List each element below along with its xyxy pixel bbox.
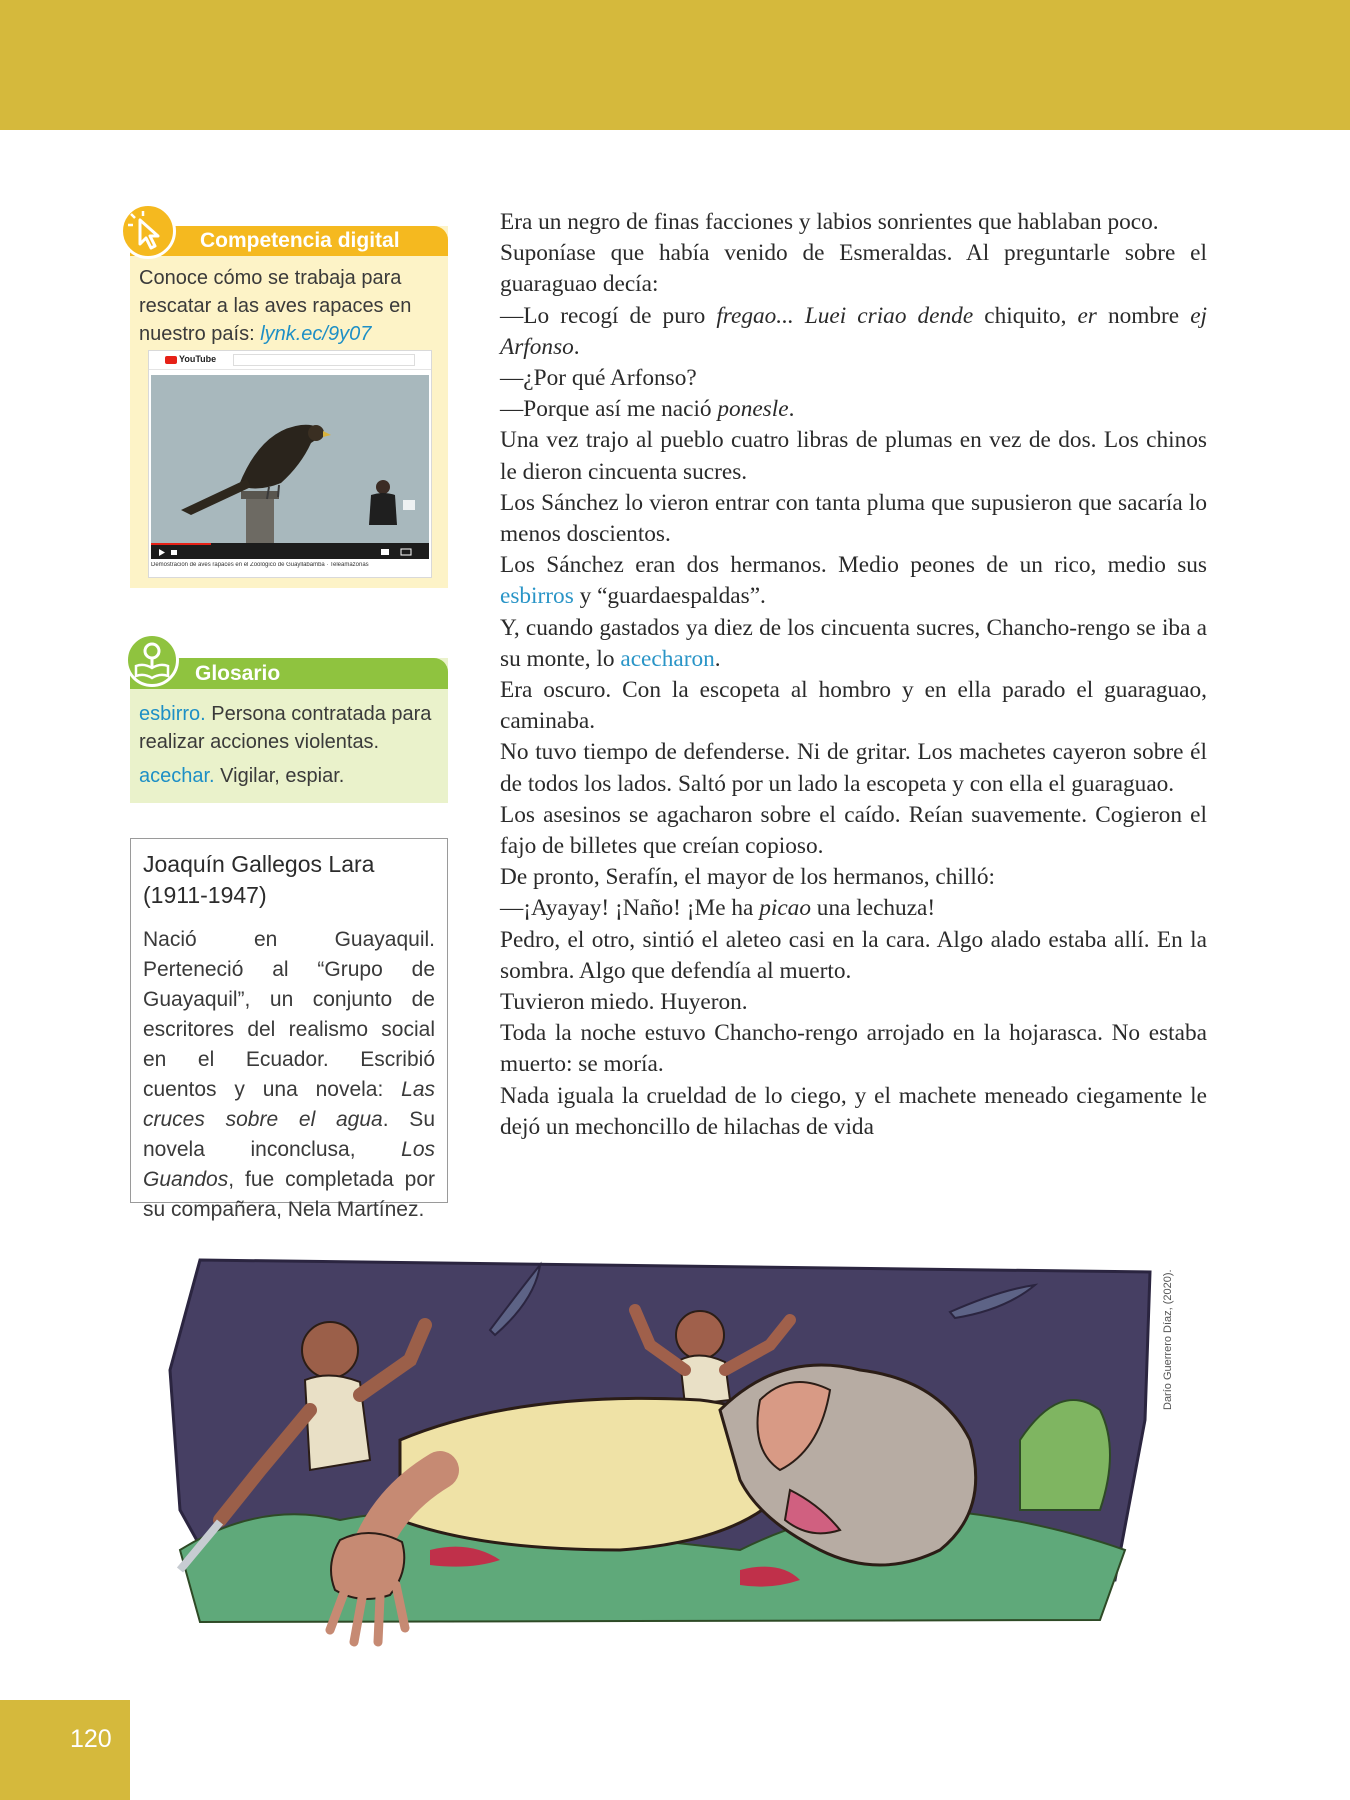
story-paragraph: —Porque así me nació ponesle. [500,396,795,423]
digital-competence-title: Competencia digital [200,229,400,252]
story-paragraph: Era un negro de finas facciones y labios sonrientes que hablaban poco. [500,209,1159,235]
story-paragraph: Los Sánchez lo vieron entrar con tanta pluma que supusieron que sacaría lo menos doscientos. [500,489,1207,548]
glossary-box [130,658,448,803]
glossary-definition: Persona contratada para realizar acciones violentas. [139,703,432,753]
story-illustration [140,1250,1170,1670]
story-paragraph: —Lo recogí de puro fregao... Luei criao dende chiquito, er nombre ej Arfonso. [500,302,1208,360]
story-paragraph: Era oscuro. Con la escopeta al hombro y en ella parado el guaraguao, caminaba. [500,677,1207,735]
player-controls-icons [151,543,429,559]
video-top-bar [149,351,431,370]
eagle-on-post-image [151,375,429,559]
author-name: Joaquín Gallegos Lara [143,851,375,877]
digital-competence-box [130,226,448,588]
story-text [500,207,1207,1143]
glossary-title: Glosario [195,662,281,685]
story-paragraph: Los asesinos se agacharon sobre el caído. Reían suavemente. Cogieron el fajo de billetes que creían copioso. [500,801,1207,860]
glossary-entries [139,700,439,796]
author-heading [143,849,433,911]
digital-competence-link[interactable]: lynk.ec/9y07 [260,323,372,345]
digital-competence-description: Conoce cómo se trabaja para rescatar a las aves rapaces en nuestro país: [139,267,412,345]
glossary-word-esbirros: esbirros [500,583,574,610]
glossary-definition: Vigilar, espiar. [214,765,345,787]
top-color-band [0,0,1350,130]
glossary-term: acechar. [139,765,215,787]
story-paragraph: Una vez trajo al pueblo cuatro libras de plumas en vez de dos. Los chinos le dieron cincuenta sucres. [500,427,1207,485]
video-player[interactable] [151,375,429,559]
author-years: (1911-1947) [143,882,267,908]
story-paragraph: Los Sánchez eran dos hermanos. Medio peones de un rico, medio sus esbirros y “guardaespaldas”. [500,552,1207,610]
story-paragraph: —¿Por qué Arfonso? [500,365,697,392]
book-title: Los Guandos [143,1138,435,1191]
play-logo-icon [165,356,177,364]
video-caption: Demostración de aves rapaces en el Zoológico de Guayllabamba · Teleamazonas [151,562,369,568]
illustration-credit: Darío Guerrero Díaz, (2020). [1162,1269,1174,1410]
glossary-word-acecharon: acecharon [620,645,715,672]
story-paragraph: De pronto, Serafín, el mayor de los hermanos, chilló: [500,864,995,891]
author-box [130,838,448,1221]
page-number: 120 [70,1725,112,1753]
digital-competence-text [139,264,439,348]
author-bio: Nació en Guayaquil. Perteneció al “Grupo de Guayaquil”, un conjunto de escritores del realismo social en el Ecuador. Escribió cuentos y una novela: Las cruces sobre el agua. Su novela inconclusa, Los Guandos, fue completada por su compañera, Nela Martínez. [143,928,435,1221]
video-controls[interactable] [151,543,429,559]
glossary-entry [139,762,439,790]
story-paragraph: —¡Ayayay! ¡Naño! ¡Me ha picao una lechuza! [500,895,936,922]
video-thumbnail[interactable] [148,350,432,578]
youtube-logo: YouTube [165,354,216,364]
story-paragraph: Y, cuando gastados ya diez de los cincuenta sucres, Chancho-rengo se iba a su monte, lo acecharon. [500,614,1207,672]
magnifier-book-icon [125,633,179,687]
story-paragraph: Tuvieron miedo. Huyeron. [500,989,748,1016]
glossary-term: esbirro. [139,703,206,725]
story-paragraph: Suponíase que había venido de Esmeraldas. Al preguntarle sobre el guaraguao decía: [500,240,1207,298]
glossary-entry [139,700,439,756]
digital-competence-header [130,226,448,256]
story-paragraph: Pedro, el otro, sintió el aleteo casi en la cara. Algo alado estaba allí. En la sombra. Algo que defendía al muerto. [500,926,1207,984]
story-paragraph: Toda la noche estuvo Chancho-rengo arrojado en la hojarasca. No estaba muerto: se moría. [500,1020,1207,1078]
book-title: Las cruces sobre el agua [143,1078,435,1131]
cursor-click-icon [120,203,176,259]
story-paragraph: Nada iguala la crueldad de lo ciego, y el machete meneado ciegamente le dejó un mechoncillo de hilachas de vida [500,1082,1207,1140]
story-paragraph: No tuvo tiempo de defenderse. Ni de gritar. Los machetes cayeron sobre él de todos los lados. Saltó por un lado la escopeta y con ella el guaraguao. [500,739,1207,797]
video-search-box [233,354,415,366]
